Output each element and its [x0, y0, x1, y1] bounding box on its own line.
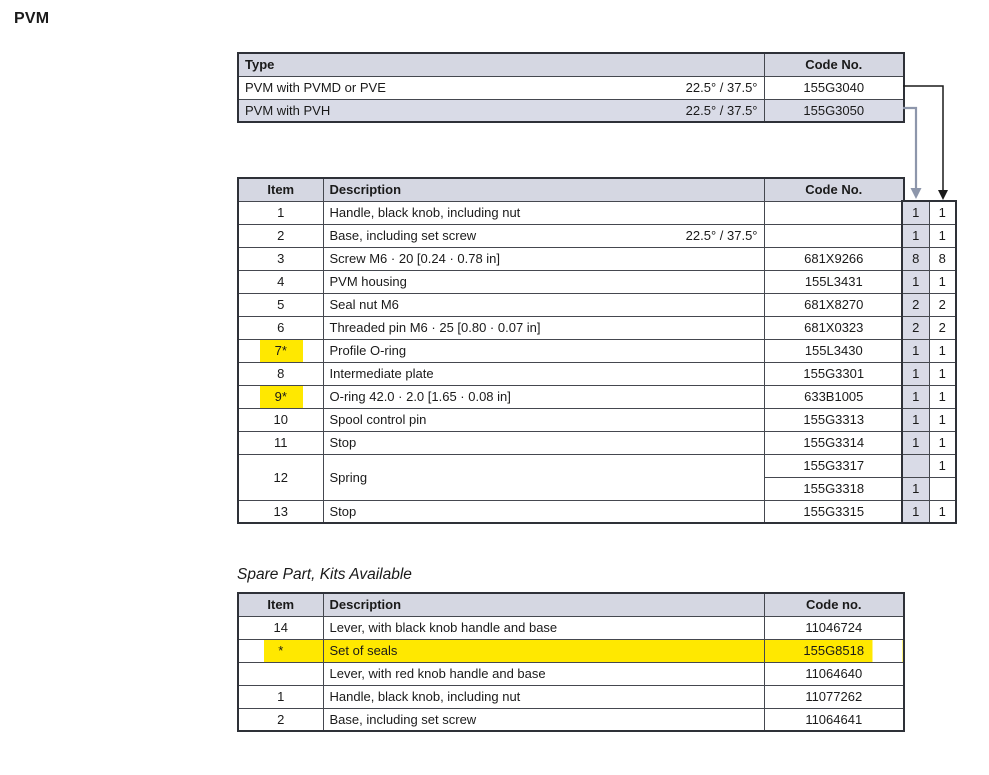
qty-row [902, 339, 956, 362]
description-cell: Stop [323, 431, 764, 454]
table-row [238, 685, 904, 708]
qty-155G3050-cell: 2 [902, 316, 929, 339]
code-cell: 681X8270 [764, 293, 904, 316]
code-cell: 155G3318 [764, 477, 904, 500]
description-cell: Spool control pin [323, 408, 764, 431]
qty-155G3040-cell: 1 [929, 201, 956, 224]
spare-parts-table [237, 592, 905, 732]
qty-155G3040-cell: 1 [929, 270, 956, 293]
code-cell: 155G3050 [764, 99, 904, 122]
description-cell: Lever, with black knob handle and base [323, 616, 764, 639]
description-cell: Intermediate plate [323, 362, 764, 385]
qty-row [902, 500, 956, 523]
qty-155G3040-cell: 2 [929, 316, 956, 339]
qty-155G3050-cell: 1 [902, 224, 929, 247]
item-cell: 2 [238, 224, 323, 247]
description-cell: Seal nut M6 [323, 293, 764, 316]
qty-155G3040-cell: 1 [929, 224, 956, 247]
code-cell: 155G3040 [764, 76, 904, 99]
qty-155G3040-cell: 1 [929, 362, 956, 385]
code-cell: 681X0323 [764, 316, 904, 339]
code-cell: 11046724 [764, 616, 904, 639]
qty-155G3040-cell: 8 [929, 247, 956, 270]
qty-155G3050-cell: 1 [902, 385, 929, 408]
qty-155G3050-cell: 8 [902, 247, 929, 270]
qty-155G3050-cell: 1 [902, 270, 929, 293]
code-cell: 155L3431 [764, 270, 904, 293]
table-row [238, 408, 904, 431]
type-header-cell: Type [238, 53, 764, 76]
item-header-cell: Item [238, 593, 323, 616]
code-cell: 155G3317 [764, 454, 904, 477]
spare-parts-section-title: Spare Part, Kits Available [237, 566, 412, 583]
description-cell: PVM housing [323, 270, 764, 293]
table-row [238, 247, 904, 270]
table-row [238, 385, 904, 408]
description-cell: Threaded pin M6 · 25 [0.80 · 0.07 in] [323, 316, 764, 339]
item-header-cell: Item [238, 178, 323, 201]
type-angles: 22.5° / 37.5° [685, 102, 758, 118]
table-row [238, 201, 904, 224]
qty-row [902, 431, 956, 454]
qty-155G3050-cell: 1 [902, 500, 929, 523]
qty-row [902, 316, 956, 339]
qty-row [902, 385, 956, 408]
code-header-cell: Code No. [764, 53, 904, 76]
code-cell-highlighted: 155G8518 [764, 639, 904, 662]
table-row [238, 616, 904, 639]
qty-155G3050-cell: 2 [902, 293, 929, 316]
item-cell: 12 [238, 454, 323, 500]
qty-155G3040-cell: 1 [929, 339, 956, 362]
qty-row [902, 477, 956, 500]
table-row [238, 500, 904, 523]
table-row [238, 316, 904, 339]
spare-table-header-row [238, 593, 904, 616]
qty-row [902, 293, 956, 316]
item-cell: 3 [238, 247, 323, 270]
item-cell: 14 [238, 616, 323, 639]
qty-155G3040-cell: 1 [929, 500, 956, 523]
code-cell: 155G3301 [764, 362, 904, 385]
type-table-header-row [238, 53, 904, 76]
code-cell: 155L3430 [764, 339, 904, 362]
code-cell: 155G3313 [764, 408, 904, 431]
table-row [238, 362, 904, 385]
description-cell: Handle, black knob, including nut [323, 201, 764, 224]
type-cell [238, 99, 764, 122]
qty-155G3040-cell: 1 [929, 385, 956, 408]
item-cell: 5 [238, 293, 323, 316]
table-row [238, 454, 904, 477]
qty-155G3050-cell: 1 [902, 408, 929, 431]
description-cell-highlighted: Set of seals [323, 639, 764, 662]
code-cell: 681X9266 [764, 247, 904, 270]
qty-155G3040-cell [929, 477, 956, 500]
table-row [238, 339, 904, 362]
description-cell: Stop [323, 500, 764, 523]
description-cell: Screw M6 · 20 [0.24 · 0.78 in] [323, 247, 764, 270]
item-cell: 1 [238, 201, 323, 224]
qty-row [902, 224, 956, 247]
qty-row [902, 247, 956, 270]
code-header-cell: Code No. [764, 178, 904, 201]
code-cell [764, 201, 904, 224]
item-cell-highlighted: 9* [238, 385, 323, 408]
description-label: Base, including set screw [329, 228, 477, 243]
qty-row [902, 270, 956, 293]
qty-155G3050-cell: 1 [902, 477, 929, 500]
item-cell: 1 [238, 685, 323, 708]
description-header-cell: Description [323, 178, 764, 201]
qty-155G3050-cell [902, 454, 929, 477]
qty-row [902, 454, 956, 477]
description-angles: 22.5° / 37.5° [685, 228, 758, 243]
main-table-header-row [238, 178, 904, 201]
type-label: PVM with PVMD or PVE [245, 80, 386, 95]
arrow-head-155G3050 [911, 188, 922, 199]
item-cell: 2 [238, 708, 323, 731]
item-cell [238, 662, 323, 685]
description-cell: Handle, black knob, including nut [323, 685, 764, 708]
qty-row [902, 201, 956, 224]
table-row [238, 224, 904, 247]
code-cell: 11064640 [764, 662, 904, 685]
item-cell: 13 [238, 500, 323, 523]
qty-row [902, 362, 956, 385]
description-cell: Profile O-ring [323, 339, 764, 362]
item-cell: 6 [238, 316, 323, 339]
item-cell: 10 [238, 408, 323, 431]
description-cell: Lever, with red knob handle and base [323, 662, 764, 685]
table-row [238, 662, 904, 685]
description-cell: Base, including set screw [323, 708, 764, 731]
table-row [238, 270, 904, 293]
table-row [238, 431, 904, 454]
arrow-line-155G3040 [903, 86, 943, 191]
page-title: PVM [14, 10, 50, 27]
table-row [238, 293, 904, 316]
qty-row [902, 408, 956, 431]
description-cell: O-ring 42.0 · 2.0 [1.65 · 0.08 in] [323, 385, 764, 408]
quantity-columns-table [901, 200, 957, 524]
qty-155G3040-cell: 1 [929, 408, 956, 431]
qty-155G3050-cell: 1 [902, 431, 929, 454]
type-label: PVM with PVH [245, 102, 331, 118]
qty-155G3050-cell: 1 [902, 362, 929, 385]
code-cell: 11064641 [764, 708, 904, 731]
description-header-cell: Description [323, 593, 764, 616]
qty-155G3050-cell: 1 [902, 339, 929, 362]
item-cell: 4 [238, 270, 323, 293]
item-cell: 8 [238, 362, 323, 385]
description-cell: Spring [323, 454, 764, 500]
description-cell [323, 224, 764, 247]
qty-155G3040-cell: 2 [929, 293, 956, 316]
type-cell [238, 76, 764, 99]
code-cell: 155G3315 [764, 500, 904, 523]
type-table-row [238, 76, 904, 99]
code-cell: 155G3314 [764, 431, 904, 454]
item-cell-highlighted: 7* [238, 339, 323, 362]
item-cell: 11 [238, 431, 323, 454]
table-row [238, 708, 904, 731]
type-table-row [238, 99, 904, 122]
type-table [237, 52, 905, 123]
item-cell-highlighted: * [238, 639, 323, 662]
main-parts-table [237, 177, 905, 524]
code-cell: 633B1005 [764, 385, 904, 408]
type-angles: 22.5° / 37.5° [685, 80, 758, 95]
qty-155G3050-cell: 1 [902, 201, 929, 224]
arrow-head-155G3040 [938, 190, 948, 200]
qty-155G3040-cell: 1 [929, 431, 956, 454]
code-cell [764, 224, 904, 247]
table-row-highlighted [238, 639, 904, 662]
qty-155G3040-cell: 1 [929, 454, 956, 477]
code-cell: 11077262 [764, 685, 904, 708]
code-header-cell: Code no. [764, 593, 904, 616]
